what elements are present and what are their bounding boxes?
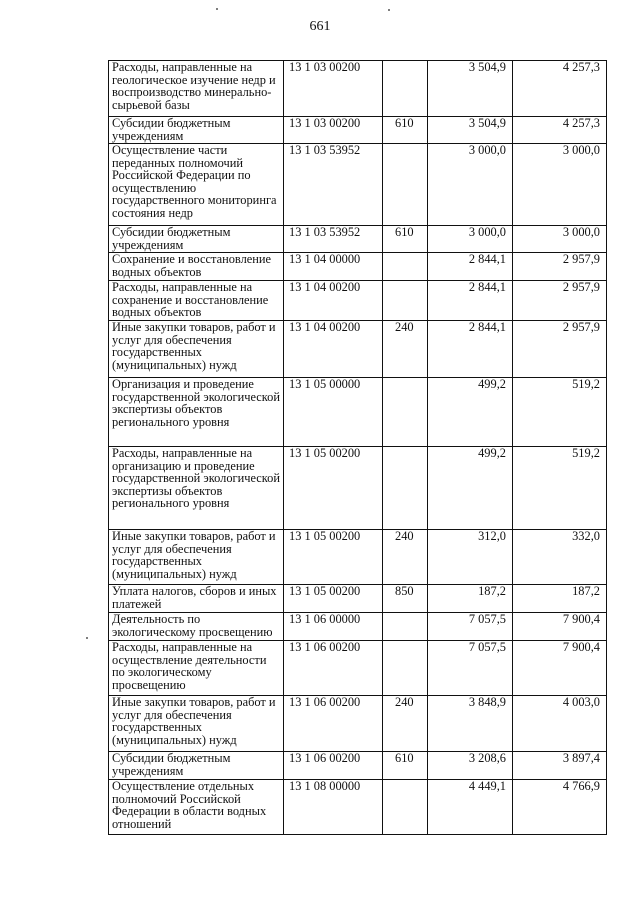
row-value-1-cell: 499,2 — [428, 447, 513, 530]
budget-table — [108, 60, 607, 835]
table-row — [109, 117, 607, 144]
row-name-cell: Иные закупки товаров, работ и услуг для обеспечения государственных (муниципальных) нужд — [109, 530, 284, 585]
row-expense-type-cell — [383, 281, 428, 321]
row-code-cell: 13 1 05 00200 — [284, 585, 383, 613]
row-name-cell: Иные закупки товаров, работ и услуг для обеспечения государственных (муниципальных) нужд — [109, 696, 284, 752]
row-expense-type-cell: 610 — [383, 752, 428, 780]
row-expense-type-cell: 610 — [383, 226, 428, 253]
row-code-cell: 13 1 03 00200 — [284, 117, 383, 144]
row-value-2-cell: 332,0 — [513, 530, 607, 585]
row-value-2-cell: 3 000,0 — [513, 144, 607, 226]
row-name-cell: Расходы, направленные на осуществление деятельности по экологическому просвещению — [109, 641, 284, 696]
row-code-cell: 13 1 06 00200 — [284, 752, 383, 780]
table-row — [109, 253, 607, 281]
row-name-cell: Расходы, направленные на сохранение и восстановление водных объектов — [109, 281, 284, 321]
row-name-cell: Осуществление части переданных полномочий Российской Федерации по осуществлению государственного мониторинга состояния недр — [109, 144, 284, 226]
table-row — [109, 378, 607, 447]
row-name-cell: Организация и проведение государственной экологической экспертизы объектов регионального уровня — [109, 378, 284, 447]
scan-artifact-dot — [216, 8, 218, 10]
row-value-2-cell: 3 000,0 — [513, 226, 607, 253]
scan-artifact-dot — [86, 637, 88, 639]
table-row — [109, 696, 607, 752]
row-code-cell: 13 1 03 00200 — [284, 61, 383, 117]
row-value-1-cell: 187,2 — [428, 585, 513, 613]
row-expense-type-cell — [383, 144, 428, 226]
row-value-1-cell: 2 844,1 — [428, 281, 513, 321]
row-value-2-cell: 7 900,4 — [513, 641, 607, 696]
row-expense-type-cell — [383, 447, 428, 530]
table-row — [109, 144, 607, 226]
table-row — [109, 61, 607, 117]
row-value-2-cell: 7 900,4 — [513, 613, 607, 641]
table-row — [109, 281, 607, 321]
row-expense-type-cell — [383, 378, 428, 447]
row-code-cell: 13 1 04 00200 — [284, 281, 383, 321]
table-row — [109, 613, 607, 641]
row-name-cell: Субсидии бюджетным учреждениям — [109, 752, 284, 780]
row-value-2-cell: 519,2 — [513, 378, 607, 447]
row-expense-type-cell: 610 — [383, 117, 428, 144]
row-value-2-cell: 4 257,3 — [513, 61, 607, 117]
row-code-cell: 13 1 05 00200 — [284, 447, 383, 530]
budget-table-body — [109, 61, 607, 835]
row-code-cell: 13 1 06 00200 — [284, 696, 383, 752]
table-row — [109, 641, 607, 696]
row-name-cell: Расходы, направленные на геологическое изучение недр и воспроизводство минерально-сырьевой базы — [109, 61, 284, 117]
row-expense-type-cell: 240 — [383, 696, 428, 752]
row-code-cell: 13 1 03 53952 — [284, 226, 383, 253]
row-value-2-cell: 4 766,9 — [513, 780, 607, 835]
row-code-cell: 13 1 05 00000 — [284, 378, 383, 447]
table-row — [109, 780, 607, 835]
row-code-cell: 13 1 05 00200 — [284, 530, 383, 585]
row-value-1-cell: 3 848,9 — [428, 696, 513, 752]
row-name-cell: Уплата налогов, сборов и иных платежей — [109, 585, 284, 613]
row-expense-type-cell: 240 — [383, 530, 428, 585]
row-expense-type-cell: 850 — [383, 585, 428, 613]
row-value-1-cell: 3 000,0 — [428, 144, 513, 226]
row-name-cell: Иные закупки товаров, работ и услуг для обеспечения государственных (муниципальных) нужд — [109, 321, 284, 378]
row-expense-type-cell: 240 — [383, 321, 428, 378]
row-name-cell: Расходы, направленные на организацию и проведение государственной экологической экспертизы объектов регионального уровня — [109, 447, 284, 530]
row-value-2-cell: 4 257,3 — [513, 117, 607, 144]
row-code-cell: 13 1 04 00200 — [284, 321, 383, 378]
table-row — [109, 447, 607, 530]
table-row — [109, 321, 607, 378]
row-value-1-cell: 3 504,9 — [428, 117, 513, 144]
row-value-2-cell: 187,2 — [513, 585, 607, 613]
row-value-1-cell: 499,2 — [428, 378, 513, 447]
row-value-2-cell: 519,2 — [513, 447, 607, 530]
row-expense-type-cell — [383, 780, 428, 835]
row-code-cell: 13 1 06 00000 — [284, 613, 383, 641]
row-code-cell: 13 1 03 53952 — [284, 144, 383, 226]
row-expense-type-cell — [383, 253, 428, 281]
table-row — [109, 530, 607, 585]
row-value-1-cell: 7 057,5 — [428, 613, 513, 641]
row-value-1-cell: 7 057,5 — [428, 641, 513, 696]
row-code-cell: 13 1 08 00000 — [284, 780, 383, 835]
row-value-1-cell: 312,0 — [428, 530, 513, 585]
row-name-cell: Осуществление отдельных полномочий Российской Федерации в области водных отношений — [109, 780, 284, 835]
row-name-cell: Сохранение и восстановление водных объектов — [109, 253, 284, 281]
row-code-cell: 13 1 04 00000 — [284, 253, 383, 281]
table-row — [109, 585, 607, 613]
scan-artifact-dot — [388, 9, 390, 11]
row-value-1-cell: 4 449,1 — [428, 780, 513, 835]
row-value-2-cell: 3 897,4 — [513, 752, 607, 780]
page-number: 661 — [309, 19, 331, 34]
row-value-2-cell: 2 957,9 — [513, 253, 607, 281]
row-value-1-cell: 3 208,6 — [428, 752, 513, 780]
row-expense-type-cell — [383, 613, 428, 641]
row-name-cell: Субсидии бюджетным учреждениям — [109, 117, 284, 144]
row-code-cell: 13 1 06 00200 — [284, 641, 383, 696]
row-name-cell: Субсидии бюджетным учреждениям — [109, 226, 284, 253]
row-value-2-cell: 4 003,0 — [513, 696, 607, 752]
row-name-cell: Деятельность по экологическому просвещению — [109, 613, 284, 641]
row-value-1-cell: 2 844,1 — [428, 321, 513, 378]
row-value-1-cell: 3 000,0 — [428, 226, 513, 253]
table-row — [109, 226, 607, 253]
table-row — [109, 752, 607, 780]
row-expense-type-cell — [383, 641, 428, 696]
row-value-2-cell: 2 957,9 — [513, 281, 607, 321]
row-expense-type-cell — [383, 61, 428, 117]
row-value-1-cell: 3 504,9 — [428, 61, 513, 117]
row-value-2-cell: 2 957,9 — [513, 321, 607, 378]
row-value-1-cell: 2 844,1 — [428, 253, 513, 281]
